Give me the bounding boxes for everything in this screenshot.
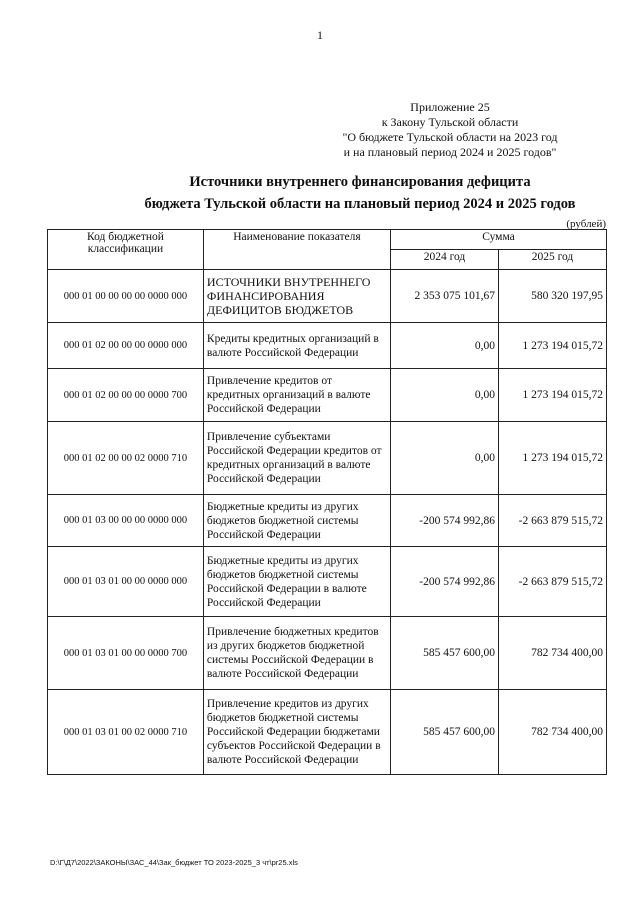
appendix-line: к Закону Тульской области xyxy=(381,115,519,129)
row-name: Привлечение кредитов из других бюджетов бюджетной системы Российской Федерации бюджетами субъектов Российской Федерации в валюте Российской Федерации xyxy=(203,690,390,775)
table-row xyxy=(48,422,607,495)
row-2025-sum: 580 320 197,95 xyxy=(498,270,606,323)
header-2025: 2025 год xyxy=(498,250,606,270)
row-code: 000 01 03 01 00 00 0000 000 xyxy=(48,547,204,617)
header-sum: Сумма xyxy=(391,230,607,250)
row-2024-sum: 2 353 075 101,67 xyxy=(391,270,499,323)
row-2025-sum: 1 273 194 015,72 xyxy=(498,369,606,422)
table-row xyxy=(48,270,607,323)
table-row xyxy=(48,323,607,369)
row-2024-sum: -200 574 992,86 xyxy=(391,495,499,547)
units-label: (рублей) xyxy=(566,218,606,230)
row-2024-sum: -200 574 992,86 xyxy=(391,547,499,617)
document-title xyxy=(100,171,620,215)
appendix-line: "О бюджете Тульской области на 2023 год xyxy=(342,130,558,144)
table-row xyxy=(48,495,607,547)
row-name: Бюджетные кредиты из других бюджетов бюджетной системы Российской Федерации в валюте Российской Федерации xyxy=(203,547,390,617)
appendix-reference xyxy=(300,100,600,160)
row-code: 000 01 03 01 00 02 0000 710 xyxy=(48,690,204,775)
row-2024-sum: 0,00 xyxy=(391,323,499,369)
row-code: 000 01 03 00 00 00 0000 000 xyxy=(48,495,204,547)
row-2025-sum: 782 734 400,00 xyxy=(498,690,606,775)
row-name: Привлечение бюджетных кредитов из других бюджетов бюджетной системы Российской Федерации в валюте Российской Федерации xyxy=(203,617,390,690)
title-line: Источники внутреннего финансирования дефицита xyxy=(189,174,531,190)
row-code: 000 01 02 00 00 00 0000 000 xyxy=(48,323,204,369)
row-2024-sum: 585 457 600,00 xyxy=(391,617,499,690)
row-name: Привлечение кредитов от кредитных организаций в валюте Российской Федерации xyxy=(203,369,390,422)
row-name: Привлечение субъектами Российской Федерации кредитов от кредитных организаций в валюте Российской Федерации xyxy=(203,422,390,495)
row-name: ИСТОЧНИКИ ВНУТРЕННЕГО ФИНАНСИРОВАНИЯ ДЕФИЦИТОВ БЮДЖЕТОВ xyxy=(203,270,390,323)
row-name: Бюджетные кредиты из других бюджетов бюджетной системы Российской Федерации xyxy=(203,495,390,547)
title-line: бюджета Тульской области на плановый период 2024 и 2025 годов xyxy=(144,196,576,212)
header-2024: 2024 год xyxy=(391,250,499,270)
table-row xyxy=(48,369,607,422)
table-row xyxy=(48,547,607,617)
header-name: Наименование показателя xyxy=(203,230,390,270)
row-2024-sum: 0,00 xyxy=(391,422,499,495)
row-2025-sum: -2 663 879 515,72 xyxy=(498,495,606,547)
financing-table xyxy=(47,229,607,775)
row-name: Кредиты кредитных организаций в валюте Российской Федерации xyxy=(203,323,390,369)
appendix-line: и на плановый период 2024 и 2025 годов" xyxy=(343,145,557,159)
row-code: 000 01 00 00 00 00 0000 000 xyxy=(48,270,204,323)
file-path: D:\Г\Д7\2022\ЗАКОНЫ\ЗАС_44\Зак_бюджет ТО 2023-2025_3 чт\pr25.xls xyxy=(50,858,298,867)
row-2025-sum: 1 273 194 015,72 xyxy=(498,422,606,495)
header-code: Код бюджетной классификации xyxy=(48,230,204,270)
row-2025-sum: 782 734 400,00 xyxy=(498,617,606,690)
row-code: 000 01 02 00 00 02 0000 710 xyxy=(48,422,204,495)
row-2024-sum: 585 457 600,00 xyxy=(391,690,499,775)
row-code: 000 01 03 01 00 00 0000 700 xyxy=(48,617,204,690)
row-code: 000 01 02 00 00 00 0000 700 xyxy=(48,369,204,422)
row-2025-sum: -2 663 879 515,72 xyxy=(498,547,606,617)
row-2025-sum: 1 273 194 015,72 xyxy=(498,323,606,369)
table-row xyxy=(48,617,607,690)
table-row xyxy=(48,690,607,775)
page-number: 1 xyxy=(317,28,323,42)
appendix-line: Приложение 25 xyxy=(410,100,490,114)
row-2024-sum: 0,00 xyxy=(391,369,499,422)
